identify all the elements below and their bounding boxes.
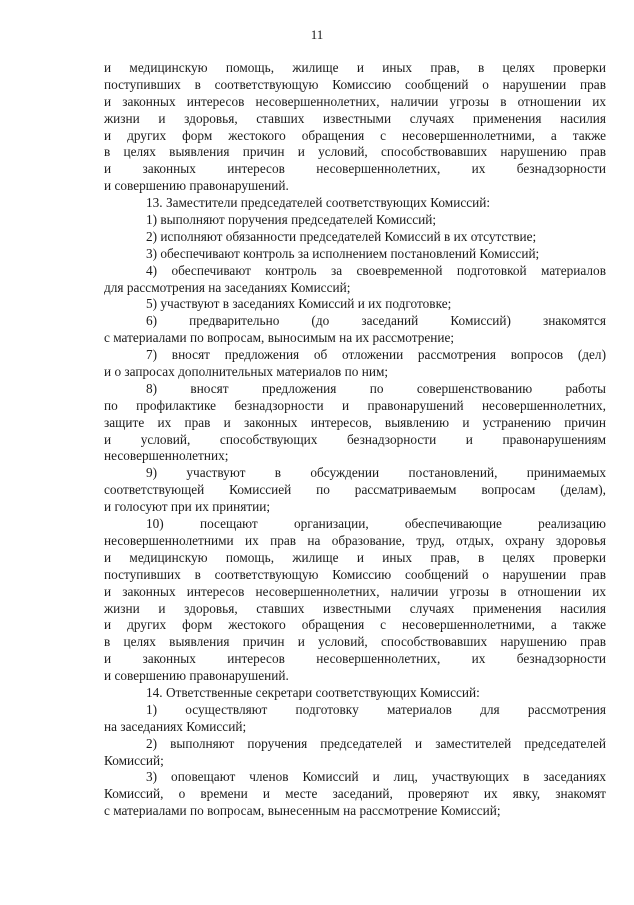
- text-line: жизни и здоровья, ставших известными случаях применения насилия: [104, 600, 606, 616]
- text-line: 14. Ответственные секретари соответствующих Комиссий:: [146, 684, 480, 700]
- text-line: в целях выявления причин и условий, способствовавших нарушению прав: [104, 144, 606, 160]
- text-line: по профилактике безнадзорности и правонарушений несовершеннолетних,: [104, 397, 606, 413]
- text-line: жизни и здоровья, ставших известными случаях применения насилия: [104, 110, 606, 126]
- text-line: и других форм жестокого обращения с несовершеннолетними, а также: [104, 127, 606, 143]
- text-line: и законных интересов несовершеннолетних, их безнадзорности: [104, 161, 606, 177]
- text-line: 6) предварительно (до заседаний Комиссий) знакомятся: [146, 313, 606, 329]
- text-line: 13. Заместители председателей соответствующих Комиссий:: [146, 195, 491, 211]
- text-line: и голосуют при их принятии;: [104, 499, 271, 515]
- text-line: 7) вносят предложения об отложении рассмотрения вопросов (дел): [146, 347, 606, 363]
- text-line: на заседаниях Комиссий;: [104, 718, 247, 734]
- text-line: 3) оповещают членов Комиссий и лиц, участвующих в заседаниях: [146, 769, 606, 785]
- text-line: с материалами по вопросам, вынесенным на рассмотрение Комиссий;: [104, 803, 501, 819]
- text-line: и законных интересов несовершеннолетних, наличии угрозы в отношении их: [104, 583, 606, 599]
- text-line: и о запросах дополнительных материалов по ним;: [104, 364, 389, 380]
- text-line: 10) посещают организации, обеспечивающие реализацию: [146, 516, 606, 532]
- text-line: Комиссий, о времени и месте заседаний, проверяют их явку, знакомят: [104, 786, 606, 802]
- text-line: поступивших в соответствующую Комиссию сообщений о нарушении прав: [104, 76, 606, 92]
- text-line: и медицинскую помощь, жилище и иных прав, в целях проверки: [104, 549, 606, 565]
- text-line: и совершению правонарушений.: [104, 668, 289, 684]
- text-line: 4) обеспечивают контроль за своевременной подготовкой материалов: [146, 262, 606, 278]
- text-line: и условий, способствующих безнадзорности и правонарушениям: [104, 431, 606, 447]
- text-line: и законных интересов несовершеннолетних, наличии угрозы в отношении их: [104, 93, 606, 109]
- text-line: несовершеннолетних;: [104, 448, 229, 464]
- text-line: 3) обеспечивают контроль за исполнением постановлений Комиссий;: [146, 245, 540, 261]
- text-line: несовершеннолетними их прав на образование, труд, отдых, охрану здоровья: [104, 532, 606, 548]
- text-line: в целях выявления причин и условий, способствовавших нарушению прав: [104, 634, 606, 650]
- document-body: [104, 60, 606, 820]
- text-line: 9) участвуют в обсуждении постановлений, принимаемых: [146, 465, 606, 481]
- page-number: 11: [310, 27, 324, 42]
- text-line: поступивших в соответствующую Комиссию сообщений о нарушении прав: [104, 566, 606, 582]
- text-line: 2) исполняют обязанности председателей Комиссий в их отсутствие;: [146, 228, 537, 244]
- text-line: 1) выполняют поручения председателей Комиссий;: [146, 212, 437, 228]
- text-line: 5) участвуют в заседаниях Комиссий и их подготовке;: [146, 296, 452, 312]
- text-line: соответствующей Комиссией по рассматриваемым вопросам (делам),: [104, 482, 606, 498]
- text-line: и других форм жестокого обращения с несовершеннолетними, а также: [104, 617, 606, 633]
- text-line: 1) осуществляют подготовку материалов для рассмотрения: [146, 701, 606, 717]
- text-line: и совершению правонарушений.: [104, 178, 289, 194]
- text-line: защите их прав и законных интересов, выявлению и устранению причин: [104, 414, 606, 430]
- text-line: 2) выполняют поручения председателей и заместителей председателей: [146, 735, 606, 751]
- text-line: с материалами по вопросам, выносимым на их рассмотрение;: [104, 330, 455, 346]
- text-line: Комиссий;: [104, 752, 164, 768]
- text-line: и законных интересов несовершеннолетних, их безнадзорности: [104, 651, 606, 667]
- text-line: и медицинскую помощь, жилище и иных прав, в целях проверки: [104, 60, 606, 75]
- text-line: 8) вносят предложения по совершенствованию работы: [146, 380, 606, 396]
- text-line: для рассмотрения на заседаниях Комиссий;: [104, 279, 351, 295]
